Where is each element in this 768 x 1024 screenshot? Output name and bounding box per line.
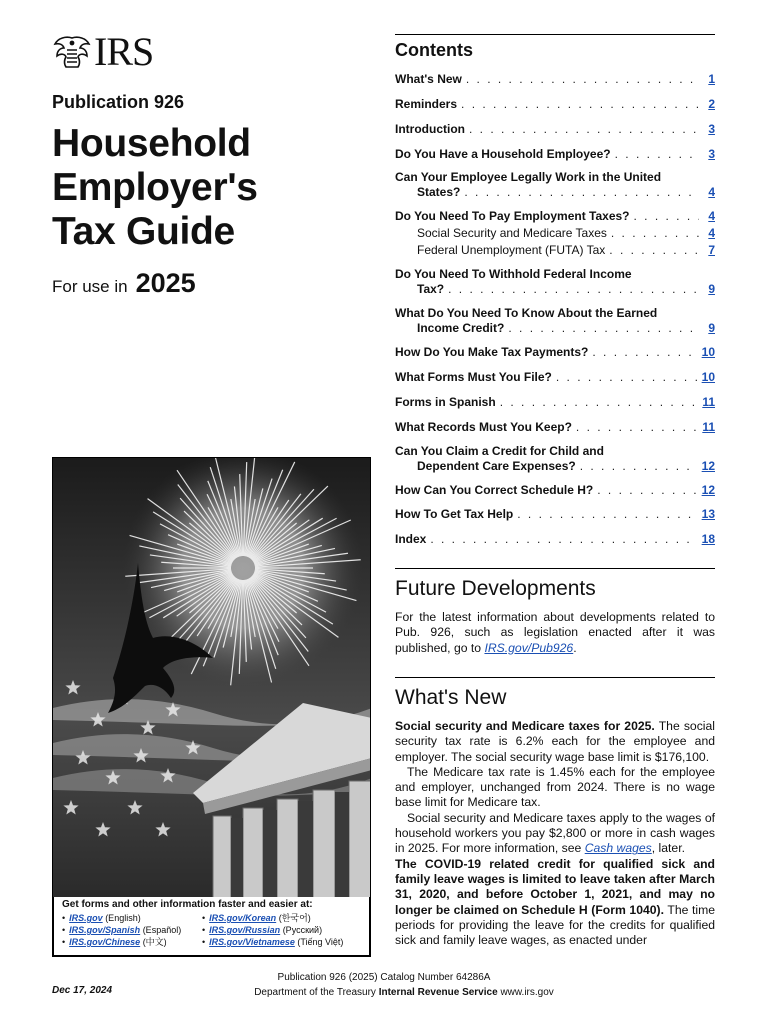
toc-page-link[interactable]: 4	[708, 226, 715, 240]
toc-label: How To Get Tax Help	[395, 507, 514, 521]
paragraph-text: For the latest information about developments related to Pub. 926, such as legislation enacted after it was published, go to	[395, 610, 715, 655]
toc-entry	[395, 420, 715, 435]
toc-label: What Forms Must You File?	[395, 370, 552, 384]
toc-entry	[395, 209, 715, 224]
toc-page-link[interactable]: 12	[701, 459, 715, 473]
toc-label-continued: Income Credit?	[417, 321, 505, 335]
toc-entry	[395, 345, 715, 360]
toc-entry	[395, 97, 715, 112]
irs-link[interactable]: IRS.gov/Spanish	[69, 925, 141, 935]
toc-label-continued: States?	[417, 185, 461, 199]
toc-label: Social Security and Medicare Taxes	[417, 226, 607, 240]
tax-year-value: 2025	[135, 268, 196, 298]
paragraph-text: The time periods for providing the leave for the credits for qualified sick and family leave wages, as enacted under	[395, 902, 715, 948]
toc-label: Can Your Employee Legally Work in the United	[395, 170, 662, 184]
language-label: (한국어)	[278, 913, 311, 923]
list-item	[62, 936, 202, 948]
language-label: (Русский)	[282, 925, 323, 935]
pub926-link[interactable]: IRS.gov/Pub926	[484, 640, 574, 655]
toc-page-link[interactable]: 13	[701, 507, 715, 521]
toc-entry	[395, 370, 715, 385]
toc-label: Do You Have a Household Employee?	[395, 147, 611, 161]
link-list-right	[202, 912, 343, 948]
paragraph-text: , later.	[651, 841, 685, 856]
divider	[395, 677, 715, 678]
toc-entry	[395, 306, 715, 336]
irs-link[interactable]: IRS.gov	[69, 913, 103, 923]
divider	[395, 34, 715, 35]
toc-subentry	[395, 226, 715, 241]
toc-entry	[395, 147, 715, 162]
tax-year	[52, 268, 196, 299]
toc-page-link[interactable]: 1	[708, 72, 715, 86]
toc-label: Can You Claim a Credit for Child and	[395, 444, 604, 458]
irs-logo	[52, 29, 154, 74]
toc-page-link[interactable]: 18	[701, 532, 715, 546]
department-name: Department of the Treasury	[254, 987, 376, 998]
paragraph-text: .	[573, 640, 577, 655]
toc-label: What's New	[395, 72, 462, 86]
toc-page-link[interactable]: 12	[701, 483, 715, 497]
toc-label-continued: Tax?	[417, 282, 445, 296]
irs-wordmark: IRS	[94, 29, 154, 74]
toc-page-link[interactable]: 11	[702, 395, 715, 409]
toc-label: Index	[395, 532, 427, 546]
list-item	[62, 912, 202, 924]
toc-page-link[interactable]: 9	[708, 321, 715, 335]
paragraph: The Medicare tax rate is 1.45% each for the employee and employer, unchanged from 2024. There is no wage base limit for Medicare tax.	[395, 764, 715, 810]
toc-subentry	[395, 243, 715, 258]
irs-link[interactable]: IRS.gov/Korean	[209, 913, 277, 923]
toc-label: Reminders	[395, 97, 458, 111]
fireworks-capitol-image	[53, 458, 371, 898]
toc-label: Do You Need To Pay Employment Taxes?	[395, 209, 630, 223]
toc-page-link[interactable]: 11	[702, 420, 715, 434]
toc-page-link[interactable]: 4	[708, 185, 715, 199]
toc-page-link[interactable]: 4	[708, 209, 715, 223]
toc-entry	[395, 267, 715, 297]
whats-new-body	[395, 719, 715, 948]
link-list-left	[62, 912, 202, 948]
toc-label: How Do You Make Tax Payments?	[395, 345, 589, 359]
toc-entry	[395, 72, 715, 87]
language-label: (Tiếng Việt)	[297, 937, 344, 947]
publication-number: Publication 926	[52, 92, 185, 112]
website-url: www.irs.gov	[500, 987, 554, 998]
page-title	[52, 122, 372, 254]
toc-label: Federal Unemployment (FUTA) Tax	[417, 243, 606, 257]
bold-notice: The COVID-19 related credit for qualified sick and family leave wages is limited to leave taken after March 31, 2020, and before October 1, 2021, and may no longer be claimed on Schedule H (Form 1040).	[395, 856, 715, 917]
toc-page-link[interactable]: 3	[708, 147, 715, 161]
toc-label-continued: Dependent Care Expenses?	[417, 459, 576, 473]
footer	[0, 970, 768, 1000]
contents-heading: Contents	[395, 40, 473, 60]
list-item	[202, 924, 343, 936]
revision-date: Dec 17, 2024	[52, 985, 113, 996]
run-in-heading: Social security and Medicare taxes for 2025.	[395, 719, 655, 733]
paragraph-text: Social security and Medicare taxes apply to the wages of household workers you pay $2,800 or more in cash wages in 2025. For more information, see	[395, 810, 715, 856]
list-item	[202, 936, 343, 948]
future-developments-heading: Future Developments	[395, 577, 596, 600]
toc-entry	[395, 532, 715, 547]
divider	[395, 568, 715, 569]
toc-label: What Records Must You Keep?	[395, 420, 572, 434]
toc-page-link[interactable]: 10	[701, 345, 715, 359]
title-line: Employer's	[52, 166, 258, 209]
paragraph	[395, 857, 715, 949]
toc-page-link[interactable]: 3	[708, 122, 715, 136]
toc-entry	[395, 395, 715, 410]
toc-label: Do You Need To Withhold Federal Income	[395, 267, 632, 281]
irs-link[interactable]: IRS.gov/Chinese	[69, 937, 141, 947]
cover-illustration	[52, 457, 371, 898]
agency-name: Internal Revenue Service	[378, 987, 498, 998]
toc-page-link[interactable]: 2	[708, 97, 715, 111]
paragraph	[395, 811, 715, 857]
language-label: (Español)	[142, 925, 182, 935]
tax-year-prefix: For use in	[52, 277, 128, 296]
future-developments-text	[395, 610, 715, 656]
irs-link[interactable]: IRS.gov/Russian	[209, 925, 281, 935]
list-item	[62, 924, 202, 936]
toc-label: How Can You Correct Schedule H?	[395, 483, 594, 497]
toc-page-link[interactable]: 9	[708, 282, 715, 296]
whats-new-heading: What's New	[395, 686, 507, 709]
toc-page-link[interactable]: 10	[701, 370, 715, 384]
list-item	[202, 912, 343, 924]
language-label: (English)	[105, 913, 141, 923]
toc-label: Forms in Spanish	[395, 395, 496, 409]
language-label: (中文)	[142, 937, 167, 947]
toc-entry	[395, 444, 715, 474]
toc-page-link[interactable]: 7	[708, 243, 715, 257]
toc-entry	[395, 170, 715, 200]
title-line: Tax Guide	[52, 210, 235, 253]
paragraph	[395, 719, 715, 765]
cash-wages-link[interactable]: Cash wages	[584, 841, 652, 856]
toc-label: Introduction	[395, 122, 465, 136]
irs-link[interactable]: IRS.gov/Vietnamese	[209, 937, 295, 947]
agency-line	[0, 985, 768, 1000]
info-box	[52, 897, 371, 957]
title-line: Household	[52, 122, 251, 165]
info-box-heading: Get forms and other information faster and easier at:	[62, 899, 313, 910]
toc-label: What Do You Need To Know About the Earned	[395, 306, 658, 320]
eagle-seal-icon	[52, 34, 92, 70]
toc-entry	[395, 122, 715, 137]
toc-entry	[395, 507, 715, 522]
toc-entry	[395, 483, 715, 498]
paragraph-text: The social security tax rate is 6.2% each for the employee and employer. The social security wage base limit is $176,100.	[395, 719, 716, 764]
catalog-line: Publication 926 (2025) Catalog Number 64286A	[277, 972, 491, 983]
